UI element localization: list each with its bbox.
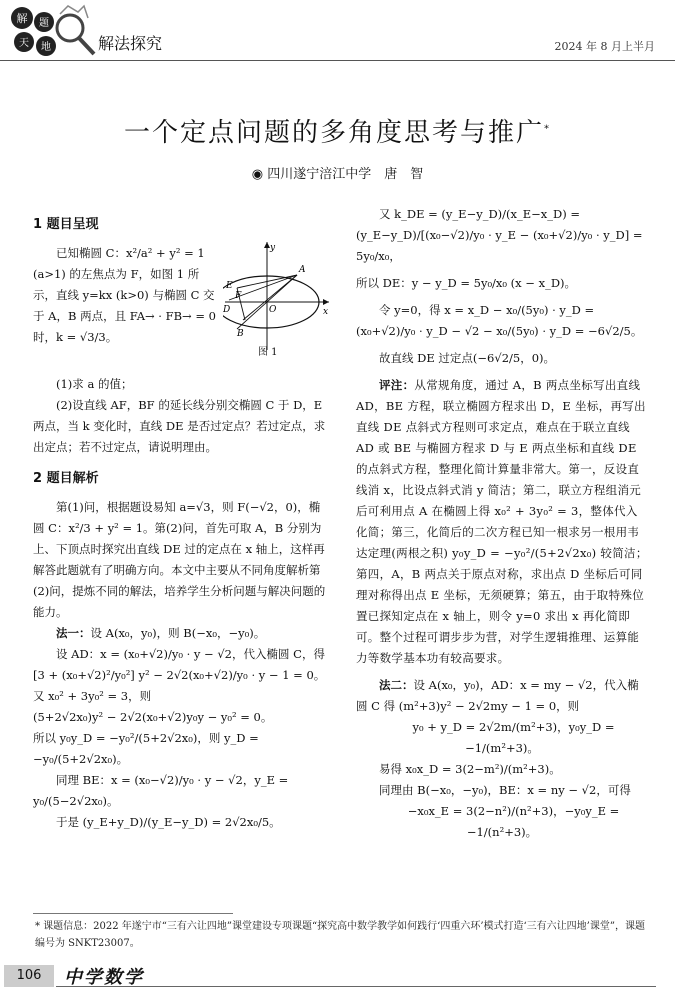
issue-date: 2024 年 8 月上半月 (554, 40, 655, 53)
article-title (0, 112, 675, 149)
point-label-A: A (299, 265, 306, 275)
equation-line: 令 y=0，得 x = x_D − x₀/(5y₀) · y_D = (x₀+√2)/y₀ · y_D − √2 − x₀/(5y₀) · y_D = −6√2/5。 (356, 303, 643, 338)
equation-line: 所以 y₀y_D = −y₀²/(5+2√2x₀)，则 y_D = −y₀/(5+2√2x₀)。 (33, 731, 259, 766)
equation-line: 所以 DE：y − y_D = 5y₀/x₀ (x − x_D)。 (356, 276, 577, 290)
question-2: (2)设直线 AF，BF 的延长线分别交椭圆 C 于 D，E 两点，当 k 变化时，直线 DE 是否过定点？若过定点，求出定点；若不过定点，请说明理由。 (33, 398, 326, 454)
method-label: 法二： (379, 678, 414, 692)
footnote: * 课题信息：2022 年遂宁市“三有六让四地”课堂建设专项课题“探究高中数学教学如何践行‘四重六环’模式打造‘三有六让四地’课堂”，课题编号为 SNKT23007。 (35, 921, 645, 949)
equation-line: 故直线 DE 过定点(−6√2/5，0)。 (379, 351, 556, 365)
section-heading: 2 题目解析 (33, 471, 99, 486)
column-logo (8, 4, 98, 60)
footer-rule (56, 986, 656, 987)
method-label: 法一： (56, 626, 91, 640)
question-1: (1)求 a 的值； (56, 377, 133, 391)
note-text: 从常规角度，通过 A，B 两点坐标写出直线 AD，BE 方程，联立椭圆方程求出 D，E 坐标，再写出直线 DE 点斜式方程则可求定点，难点在于联立直线 AD 或 BE 与椭圆方程求 D 与 E 两点坐标和直线 DE 的点斜式方程，整理化简计算量非常大。第一，反设直线消 x，比设点斜式消 y 简洁；第二，联立方程组消元后可利用点 A 在椭圆上得 x₀² + 3y₀² = 3，整体代入化简；第三，化简后的二次方程已知一根求另一根用韦达定理(两根之积) y₀y_D = −y₀²/(5+2√2x₀) 较简洁；第四，A，B 两点关于原点对称，求出点 D 坐标后可同理对称得出点 E 坐标，无须硬算；第五，由于取特殊位置已探知定点在 x 轴上，则令 y=0 求出 x 再化简即可。整个过程可谓步步为营，对学生逻辑推理、运算能力等数学基本功有较高要求。 (356, 378, 648, 665)
analysis-paragraph: 第(1)问，根据题设易知 a=√3，则 F(−√2，0)，椭圆 C：x²/3 + y² = 1。第(2)问，首先可取 A，B 分别为上、下顶点时探究出直线 DE 过的定点在 x 轴上，这样再解答此题就有了明确方向。本文中主要从不同角度解析第(2)问，提炼不同的解法，培养学生分析问题与解决问题的能力。 (33, 500, 326, 619)
title-mark: * (544, 123, 551, 135)
note-label: 评注： (379, 378, 415, 392)
point-label-F: F (235, 291, 242, 301)
equation-line: 同理 BE：x = (x₀−√2)/y₀ · y − √2，y_E = y₀/(5−2√2x₀)。 (33, 773, 289, 808)
equation-line: 于是 (y_E+y_D)/(y_E−y_D) = 2√2x₀/5。 (56, 815, 281, 829)
logo-char: 天 (19, 38, 29, 49)
equation-line: 易得 x₀x_D = 3(2−m²)/(m²+3)。 (379, 762, 561, 776)
equation-line: 设 AD：x = (x₀+√2)/y₀ · y − √2，代入椭圆 C，得 (56, 647, 325, 661)
axis-label-y: y (270, 243, 276, 253)
point-label-O: O (269, 305, 277, 315)
figure-caption: 图 1 (258, 347, 278, 358)
right-column (356, 204, 648, 843)
footnote-rule (33, 913, 233, 914)
equation-line: −x₀x_E = 3(2−n²)/(n²+3)，−y₀y_E = −1/(n²+3)。 (407, 804, 620, 839)
point-label-D: D (223, 305, 231, 315)
problem-intro: 已知椭圆 C：x²/a² + y² = 1 (a>1) 的左焦点为 F，如图 1 所示，直线 y=kx (k>0) 与椭圆 C 交于 A，B 两点，且 FA→ · FB→ = 0 时，k = √3/3。 (33, 246, 216, 344)
equation-line: 同理由 B(−x₀，−y₀)，BE：x = ny − √2，可得 (379, 783, 631, 797)
author-line: ◉ 四川遂宁涪江中学 唐 智 (251, 167, 424, 182)
logo-char: 题 (39, 18, 49, 29)
section-heading: 1 题目呈现 (33, 217, 99, 232)
journal-brand: 中学数学 (64, 967, 144, 988)
method-intro: 设 A(x₀，y₀)，AD：x = my − √2，代入椭圆 C 得 (m²+3)y² − 2√2my − 1 = 0，则 (356, 678, 639, 713)
equation-line: [3 + (x₀+√2)²/y₀²] y² − 2√2(x₀+√2)/y₀ · y − 1 = 0。 (33, 668, 326, 682)
logo-char: 解 (16, 12, 28, 25)
figure-ellipse (223, 240, 333, 355)
equation-line: (5+2√2x₀)y² − 2√2(x₀+√2)y₀y − y₀² = 0。 (33, 710, 273, 724)
equation-line: 又 k_DE = (y_E−y_D)/(x_E−x_D) = (y_E−y_D)/[(x₀−√2)/y₀ · y_E − (x₀+√2)/y₀ · y_D] = 5y₀/x₀， (356, 207, 643, 263)
header-rule (0, 60, 675, 61)
title-text: 一个定点问题的多角度思考与推广 (123, 118, 544, 148)
logo-char: 地 (41, 42, 51, 53)
equation-line: y₀ + y_D = 2√2m/(m²+3)，y₀y_D = −1/(m²+3)。 (412, 720, 615, 755)
method-intro: 设 A(x₀，y₀)，则 B(−x₀，−y₀)。 (90, 626, 266, 640)
point-label-E: E (226, 281, 233, 291)
section-label: 解法探究 (98, 34, 163, 53)
page-number: 106 (4, 965, 54, 987)
axis-label-x: x (323, 307, 329, 317)
point-label-B: B (237, 329, 244, 339)
equation-line: 又 x₀² + 3y₀² = 3，则 (33, 689, 152, 703)
